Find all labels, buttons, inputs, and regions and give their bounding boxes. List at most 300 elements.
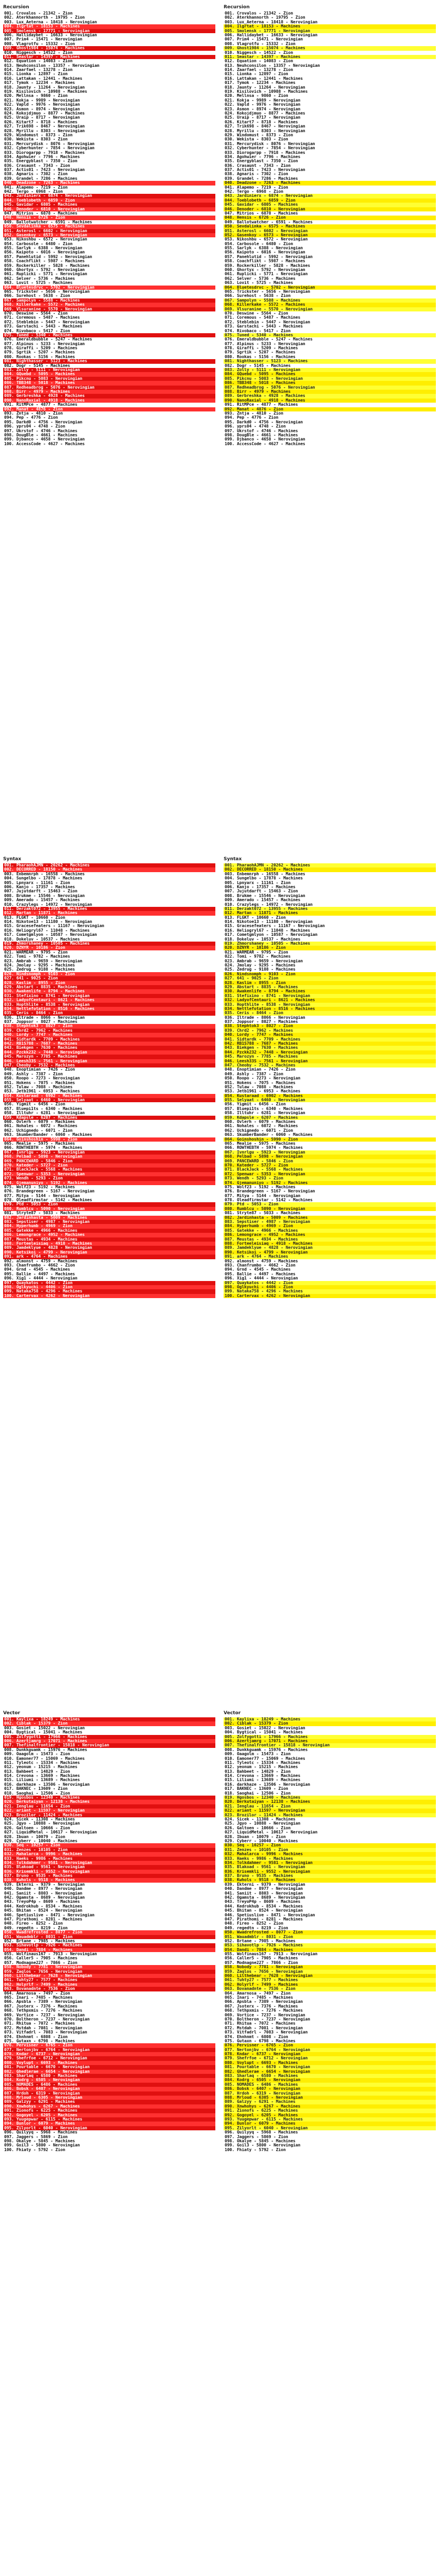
list-item: 015. Liliumi - 13689 - Machines (4, 1778, 80, 1783)
list-item: 056. Kaipoto - 6016 - Nerovingian (4, 250, 85, 255)
list-item: 078. Kndar - 6737 - Nerovingian (224, 2052, 436, 2056)
list-item: 083. Sepstiser - 4987 - Nerovingian (224, 1220, 436, 1224)
list-item: 099. Djbanco - 4658 - Nerovingian (4, 437, 85, 442)
list-item: 091. ark - 4764 - Machines (224, 1255, 436, 1259)
list-item: 007. Prim4 - 15471 - Nerovingian (4, 37, 82, 42)
list-item: 025. Jgyo - 10888 - Nerovingian (4, 1821, 80, 1826)
list-item: 087. Redheadbrog - 5076 - Nerovingian (224, 386, 436, 390)
list-item: 071. Coremous - 5487 - Machines (4, 316, 80, 320)
list-item: 034. Tolkdahmer - 9581 - Nerovingian (224, 1861, 436, 1865)
list-item: 036. Iltrade - 8066 - Nerovingian (225, 1015, 305, 1020)
list-item: 002. Ciblak - 15379 - Zion (3, 1721, 215, 1726)
list-item: 015. Liliumi - 13689 - Machines (225, 1778, 301, 1783)
list-item: 028. Ibuan - 10079 - Zion (225, 1834, 286, 1839)
list-item: 047. Cheoby - 7532 - Machines (3, 1063, 215, 1068)
list-item: 013. Neuhconsilon - 13357 - Nerovingian (4, 63, 99, 68)
list-item: 095. Darkd0 - 4756 - Nerovingian (225, 420, 303, 424)
list-item: 025. Jgyo - 10888 - Nerovingian (225, 1821, 301, 1826)
list-item: 085. Gatekke - 4966 - Machines (224, 1229, 436, 1233)
list-item: 034. Agohwier - 7796 - Machines (225, 154, 301, 159)
list-item: 051. Wauadmblr - 8031 - Zion (224, 1935, 436, 1939)
list-item: 013. FLGKT - 10660 - Zion (4, 915, 65, 920)
list-item: 066. ROWTHEBTH - 5974 - Machines (225, 1146, 303, 1150)
list-item: 067. Ivnrlgu - 5923 - Nerovingian (3, 1150, 215, 1155)
list-item: 083. Sharlaq - 6580 - Machines (224, 2074, 436, 2078)
list-item: 018. Saoghai - 12506 - Zion (4, 1791, 70, 1796)
list-item: 047. Mitrios - 6878 - Machines (225, 211, 298, 216)
list-item: 014. Zaarfael - 13278 - Zion (225, 68, 294, 73)
list-item: 010. Niggesch - 14522 - Zion (4, 50, 73, 55)
list-item: 056. Caller5 - 7905 - Machines (225, 1956, 298, 1961)
list-item: 080. Rookas - 5156 - Machines (225, 354, 296, 359)
list-item: 075. Tuned - 5340 - Machines (3, 333, 215, 337)
list-item: 053. Nikoshbu - 6572 - Nerovingian (225, 237, 308, 242)
list-item: 090. Xnwhohys - 6267 - Machines (3, 2104, 215, 2109)
list-item: 091. Zionofs - 6225 - Machines (224, 2109, 436, 2113)
list-item: 035. Blakoad - 9561 - Nerovingian (224, 1865, 436, 1869)
list-item: 089. Galzyy - 6291 - Machines (3, 2100, 215, 2104)
list-item: 063. Bovanadnte - 7536 - Zion (3, 1987, 215, 1991)
list-item: 094. Bunlor - 6079 - Machines (224, 2122, 436, 2126)
list-item: 012. Equation - 14083 - Zion (4, 59, 73, 64)
list-item: 036. Crasaunt - 7343 - Zion (4, 163, 70, 168)
list-item: 043. Biekgen - 7630 - Machines (224, 1046, 436, 1050)
list-item: 040. Deadzone - 7263 - Machines (3, 181, 215, 185)
list-item: 056. Kaipoto - 6016 - Nerovingian (225, 250, 305, 255)
list-item: 056. Caller5 - 7905 - Machines (4, 1956, 78, 1961)
list-item: 010. Eamoner77 - 15069 - Machines (4, 1756, 85, 1761)
list-item: 063. Lovit - 5725 - Machines (225, 281, 294, 286)
list-item: 028. Kaslim - 8955 - Zion (3, 981, 215, 985)
list-item: 065. Mealie - 5975 - Machines (225, 1142, 296, 1146)
list-item: 010. Niggesch - 14522 - Zion (225, 50, 294, 55)
list-item: 098. Okalye - 5845 - Machines (4, 2139, 75, 2143)
list-item: 027. LiquidMetal - 10617 - Nerovingian (225, 1830, 318, 1835)
list-item: 066. Surehost - 5638 - Zion (4, 294, 70, 298)
list-item: 070. Boltheron - 7237 - Nerovingian (225, 2017, 311, 2022)
list-item: 009. Oaagolm - 15473 - Zion (225, 1752, 291, 1757)
list-item: 086. Bobsk - 6407 - Nerovingian (3, 2087, 215, 2091)
list-item: 079. Sgrtik - 5207 - Machines (4, 350, 75, 355)
ranking-section-vector (224, 1709, 436, 2152)
list-item: 040. Deadzone - 7263 - Machines (224, 181, 436, 185)
list-item: 019. Zhmorshaney - 10505 - Machines (224, 942, 436, 946)
list-item: 075. Wolf23 - 5192 - Machines (225, 1185, 296, 1189)
list-item: 022. Vapld - 9976 - Nerovingian (4, 103, 80, 107)
list-item: 052. Gasenkoy - 6573 - Nerovingian (224, 233, 436, 237)
list-item: 098. Oglkyuchi - 4406 - Zion (3, 1285, 215, 1289)
list-item: 084. Hyperhumb - 4969 - Zion (3, 1224, 215, 1228)
list-item: 023. Ambrab - 9659 - Nerovingian (225, 959, 303, 963)
list-item: 030. Awakenlife - 8794 - Machines (3, 989, 215, 993)
list-item: 015. Lionka - 12897 - Zion (225, 72, 288, 77)
list-item: 014. Crevona - 13669 - Machines (4, 1774, 80, 1778)
list-item: 018. Dokeluv - 10537 - Machines (225, 937, 301, 942)
list-item: 054. Dandi - 7884 - Machines (3, 1948, 215, 1952)
list-item: 093. Yuugepwar - 6115 - Machines (224, 2117, 436, 2122)
list-item: 023. Asmon - 8974 - Nerovingian (4, 107, 80, 111)
list-item: 005. Lpnyarx - 11161 - Zion (225, 880, 291, 885)
list-item: 016. darkhaze - 13506 - Nerovingian (225, 1782, 311, 1787)
list-item: 059. Zaqlos - 7656 - Nerovingian (3, 1970, 215, 1974)
list-item: 025. Uraip - 8717 - Nerovingian (4, 116, 80, 120)
list-item: 052. Tulaw - 7088 - Machines (225, 1085, 294, 1089)
list-item: 073. Vitfadrl - 7083 - Nerovingian (4, 2030, 87, 2035)
list-item: 098. DougBle - 4661 - Machines (225, 433, 298, 437)
list-item: 045. Gavidar - 6805 - Machines (3, 203, 215, 207)
list-item: 004. Ilgrtat - 18153 - Machines (3, 24, 215, 29)
list-item: 090. NanoRaxial - 4918 - Machines (224, 399, 436, 403)
list-item: 052. Brtane - 7985 - Machines (4, 1939, 75, 1943)
list-item: 044. Kedrokhub - 8534 - Machines (4, 1904, 82, 1909)
list-item: 097. Jaggers - 5869 - Zion (225, 2134, 288, 2139)
list-item: 071. Coremous - 5487 - Machines (225, 316, 301, 320)
list-item: 010. Crazylegs - 14972 - Nerovingian (225, 902, 313, 907)
list-item: 019. Zhmorshaney - 10505 - Machines (3, 942, 215, 946)
list-item: 064. Bluetesdrvc - 5702 - Nerovingian (224, 286, 436, 290)
list-item: 023. Brozilor - 11424 - Machines (3, 1813, 215, 1817)
list-item: 018. Jaunty - 11264 - Nerovingian (4, 85, 85, 90)
list-item: 041. Alapemo - 7219 - Zion (225, 185, 288, 190)
list-item: 039. Ekterni - 9379 - Nerovingian (225, 1882, 305, 1887)
list-item: 040. Lordy - 7747 - Machines (3, 1033, 215, 1037)
list-item: 026. Kitart7 - 8718 - Machines (225, 120, 298, 124)
list-item: 054. Dandi - 7884 - Machines (224, 1948, 436, 1952)
list-item: 063. Lovit - 5725 - Machines (4, 281, 73, 286)
list-item: 061. Tuhty27 - 7577 - Machines (3, 1978, 215, 1982)
list-item: 042. Tergo - 6968 - Zion (225, 190, 284, 194)
list-item: 038. Stephtok3 - 8027 - Zion (3, 1024, 215, 1028)
list-item: 011. Seastar - 14397 - Machines (224, 55, 436, 59)
list-item: 079. Shefrfoe - 6712 - Nerovingian (3, 2056, 215, 2060)
list-item: 037. Bruno - 9535 - Machines (3, 1874, 215, 1878)
list-item: 041. Saniit - 8803 - Nerovingian (4, 1891, 82, 1896)
list-item: 049. Ashly - 7387 - Zion (4, 1072, 63, 1076)
list-item: 049. Ballotwatcher - 6591 - Machines (225, 220, 313, 224)
list-item: 012. yeonum - 15215 - Machines (225, 1765, 298, 1770)
list-item: 005. Zolfygotti - 17966 - Machines (224, 1735, 436, 1739)
list-item: 001. Crovalos - 21342 - Zion (4, 11, 73, 16)
list-item: 017. BAKNEC - 13609 - Zion (225, 1787, 288, 1791)
list-item: 001. Crovalos - 21342 - Zion (225, 11, 294, 16)
list-item: 085. NOMADES - 6486 - Machines (3, 2083, 215, 2087)
list-item: 049. Ashly - 7387 - Zion (225, 1072, 284, 1076)
list-item: 033. Diorogarpp - 7918 - Machines (4, 150, 85, 155)
list-item: 014. Zaarfael - 13278 - Zion (4, 68, 73, 73)
list-item: 052. Gasenkoy - 6573 - Nerovingian (3, 233, 215, 237)
list-item: 066. Apsbla - 7389 - Nerovingian (4, 2000, 82, 2004)
list-item: 008. Brukme - 15546 - Nerovingian (4, 893, 85, 898)
list-item: 057. Bluepi1ts - 6340 - Machines (225, 1106, 303, 1111)
list-item: 018. Jaunty - 11264 - Nerovingian (225, 85, 305, 90)
list-item: 022. Tomi - 9782 - Machines (225, 955, 291, 959)
list-item: 076. Pervisner - 6765 - Zion (3, 2043, 215, 2047)
list-item: 088. Mrloud - 6305 - Nerovingian (224, 2096, 436, 2100)
list-item: 019. Kisilovich - 10988 - Machines (225, 90, 308, 94)
list-item: 033. Hopthlite - 8538 - Nerovingian (224, 1003, 436, 1007)
list-item: 025. Uraip - 8717 - Nerovingian (225, 116, 301, 120)
list-item: 077. Alpinus - 5233 - Nerovingian (4, 341, 85, 346)
list-item: 060. Lilthebear - 7628 - Nerovingian (224, 1974, 436, 1978)
list-item: 087. Hrdoh - 6319 - Nerovingian (3, 2091, 215, 2096)
list-item: 079. Shefrfoe - 6712 - Nerovingian (224, 2056, 436, 2060)
list-item: 054. Kustaraad - 6902 - Machines (3, 1094, 215, 1098)
ranking-list (224, 863, 436, 1298)
list-item: 007. Jujutdarft - 15463 - Zion (225, 889, 298, 894)
list-item: 002. DECORRED - 18150 - Machines (3, 867, 215, 872)
list-item: 024. Kokojdjmuo - 8877 - Machines (225, 111, 305, 116)
list-item: 051. Asterosl - 6602 - Nerovingian (3, 229, 215, 233)
list-item: 044. Toeblobeth - 6859 - Zion (3, 198, 215, 203)
list-item: 062. Holyrlf - 7499 - Machines (3, 1983, 215, 1987)
list-item: 095. Ballie - 4497 - Machines (4, 1272, 75, 1276)
list-item: 021. Kokja - 9989 - Nerovingian (225, 98, 301, 103)
list-item: 090. Ketsikoi - 4799 - Nerovingian (224, 1250, 436, 1255)
list-item: 099. Goil3 - 5800 - Nerovingian (225, 2143, 301, 2148)
list-item: 072. Spenwar - 5353 - Nerovingian (224, 1172, 436, 1176)
list-item: 013. Bahbeet - 14829 - Zion (225, 1769, 291, 1774)
list-item: 097. Jaggers - 5869 - Zion (4, 2134, 68, 2139)
list-item: 069. Vlsuranine - 5570 - Nerovingian (224, 307, 436, 311)
list-item: 065. Mealie - 5975 - Machines (4, 1142, 75, 1146)
list-item: 089. Gerbreshka - 4928 - Machines (224, 394, 436, 398)
ranking-section-recursion (3, 3, 215, 446)
list-item: 011. Derzakt072 - 13955 - Machines (3, 907, 215, 911)
list-item: 053. Sihavotlp - 7926 - Machines (3, 1943, 215, 1947)
list-item: 030. Wekista - 8303 - Zion (4, 137, 68, 142)
list-item: 067. Jsoterx - 7376 - Machines (4, 2004, 78, 2009)
list-item: 044. Kedrokhub - 8534 - Machines (225, 1904, 303, 1909)
list-item: 052. Tulaw - 7088 - Machines (4, 1085, 73, 1089)
list-item: 016. Lattakan - 12441 - Machines (225, 76, 303, 81)
list-item: 068. Tethpxmis - 7276 - Machines (225, 2009, 303, 2013)
list-item: 069. Vortice - 7237 - Nerovingian (4, 2013, 85, 2017)
list-item: 031. Stefixino - 8741 - Nerovingian (3, 994, 215, 998)
list-item: 003. Enbemnrph - 16558 - Machines (225, 872, 305, 876)
list-item: 072. Steblebin - 5447 - Nerovingian (4, 320, 90, 324)
list-item: 080. Rumblcu - 5090 - Nerovingian (224, 1207, 436, 1211)
list-item: 023. Brozilor - 11424 - Machines (224, 1813, 436, 1817)
list-item: 074. Gjemanuniyo - 5192 - Machines (3, 1181, 215, 1185)
list-item: 034. Nettlefotation - 8516 - Machines (3, 1007, 215, 1011)
list-item: 017. Tymok - 12234 - Machines (4, 81, 75, 86)
section-title: Vector (224, 1711, 241, 1716)
list-item: 089. Jamdeklyue - 4828 - Nerovingian (3, 1246, 215, 1250)
list-item: 039. Chrd2 - 7962 - Machines (224, 1029, 436, 1033)
list-item: 051. Hokens - 7075 - Machines (225, 1080, 296, 1085)
list-item: 081. Nighthasser - 5123 - Machines (224, 359, 436, 363)
list-item: 030. Awakenlife - 8794 - Machines (224, 989, 436, 993)
list-item: 081. Nighthasser - 5123 - Machines (3, 359, 215, 363)
list-item: 061. Ruplicki - 5771 - Nerovingian (225, 272, 308, 277)
list-item: 063. SkumberBander - 6060 - Machines (225, 1133, 313, 1137)
list-item: 058. Nobody - 7781 - Nerovingian (3, 1965, 215, 1969)
list-item: 032. Mahalarca - 9996 - Machines (224, 1852, 436, 1856)
list-item: 081. Pourtable - 6670 - Nerovingian (224, 2065, 436, 2069)
list-item: 017. Cometgmlyon - 10587 - Nerovingian (4, 933, 97, 937)
list-item: 016. Heliogryl67 - 11048 - Machines (4, 928, 90, 933)
list-item: 083. Sharlaq - 6580 - Machines (3, 2074, 215, 2078)
list-item: 050. Wwadrefrosted - 8077 - Zion (3, 1930, 215, 1934)
list-item: 076. Brandegreen - 5167 - Nerovingian (4, 1189, 95, 1194)
list-item: 024. Sicek - 11308 - Machines (4, 1817, 75, 1821)
list-item: 094. Pep - 4776 - Zion (4, 416, 58, 420)
list-item: 096. Xig1 - 4444 - Nerovingian (4, 1276, 78, 1281)
list-item: 081. Pourtable - 6670 - Nerovingian (3, 2065, 215, 2069)
list-item: 032. Cyberhunter - 7854 - Nerovingian (4, 146, 95, 151)
list-item: 064. Goinshoshin - 5990 - Zion (3, 1137, 215, 1142)
list-item: 087. Meustas - 4934 - Machines (224, 1237, 436, 1242)
list-item: 019. Hgosbos - 12340 - Machines (224, 1796, 436, 1800)
list-item: 042. Ogamsta - 8689 - Nerovingian (225, 1896, 305, 1900)
list-item: 009. Ghost1984 - 15074 - Machines (224, 46, 436, 50)
list-item: 094. Bunlor - 6079 - Machines (3, 2122, 215, 2126)
list-item: 048. Hensis - 6726 - Zion (224, 216, 436, 220)
list-item: 070. Deswine - 5564 - Zion (4, 311, 68, 316)
list-item: 011. Tyleotc - 15334 - Machines (4, 1760, 80, 1765)
list-item: 041. Alapemo - 7219 - Zion (4, 185, 68, 190)
list-item: 086. TBB348 - 5018 - Machines (224, 381, 436, 385)
list-item: 002. Aterkhannorth - 19795 - Zion (225, 16, 305, 20)
list-item: 045. Marozyn - 7785 - Machines (224, 1055, 436, 1059)
list-item: 029. Cyberr - 10040 - Machines (4, 1839, 78, 1843)
list-item: 029. Windomust - 8373 - Zion (225, 133, 294, 137)
list-item: 055. Wolfinaus167 - 7913 - Nerovingian (4, 1952, 97, 1957)
list-item: 020. DZNYR - 10186 - Zion (224, 946, 436, 950)
list-item: 042. RB1S788 - 7687 - Machines (3, 1042, 215, 1046)
list-item: 004. Sungelbo - 17878 - Machines (4, 876, 82, 881)
list-item: 051. Wauadmblr - 8031 - Zion (3, 1935, 215, 1939)
list-item: 026. Galtoen - 10666 - Zion (4, 1826, 70, 1830)
list-item: 045. Marozyn - 7785 - Machines (3, 1055, 215, 1059)
list-item: 068. Tethpxmis - 7276 - Machines (4, 2009, 82, 2013)
list-item: 100. Cartervax - 4262 - Nerovingian (3, 1294, 215, 1298)
list-item: 019. Kisilovich - 10988 - Machines (4, 90, 87, 94)
list-item: 068. Killerkake - 5572 - Machines (3, 303, 215, 307)
list-item: 096. yprs04 - 4748 - Zion (4, 424, 65, 429)
list-item: 055. Wolfinaus167 - 7913 - Nerovingian (225, 1952, 318, 1957)
list-item: 039. Ekterni - 9379 - Nerovingian (4, 1882, 85, 1887)
list-item: 080. Rumblcu - 5090 - Nerovingian (3, 1207, 215, 1211)
list-item: 057. Panehlutid - 5992 - Nerovingian (225, 254, 313, 259)
list-item: 069. PANCEWARD - 5846 - Zion (224, 1159, 436, 1163)
list-item: 062. Selver - 5736 - Machines (4, 276, 75, 281)
list-item: 036. Iltrade - 8066 - Nerovingian (4, 1015, 85, 1020)
list-item: 099. Goil3 - 5800 - Nerovingian (4, 2143, 80, 2148)
list-item: 093. Zntja - 4810 - Zion (4, 411, 63, 416)
list-item: 067. Jsoterx - 7376 - Machines (225, 2004, 298, 2009)
list-item: 046. Denoder - 6810 - Nerovingian (3, 207, 215, 211)
ranking-section-recursion (224, 3, 436, 446)
list-item: 096. Xig1 - 4444 - Nerovingian (225, 1276, 298, 1281)
list-item: 074. Rivobaco - 5417 - Zion (225, 329, 291, 333)
list-item: 092. almonst - 4759 - Machines (225, 1259, 298, 1263)
list-item: 020. Berkutaiyan - 12138 - Machines (3, 1800, 215, 1804)
list-item: 050. Sevdalinka - 6575 - Machines (224, 224, 436, 229)
list-item: 032. LadyofCentauri - 8621 - Machines (224, 998, 436, 1002)
list-item: 091. RitMPce - 4877 - Machines (4, 403, 78, 407)
list-item: 059. Rockerkiller - 5828 - Machines (4, 263, 90, 268)
list-item: 080. Voylupt - 6693 - Machines (3, 2061, 215, 2065)
list-item: 004. Bygtical - 15041 - Machines (4, 1730, 82, 1735)
list-item: 075. Tuned - 5340 - Machines (224, 333, 436, 337)
list-item: 006. Hallidaybet - 16633 - Nerovingian (225, 33, 318, 37)
list-item: 088. Forteeleisiaq - 4918 - Machines (3, 1242, 215, 1246)
list-item: 043. Jardinierx - 6874 - Nerovingian (224, 194, 436, 198)
list-item: 014. Nikotoe13 - 11180 - Nerovingian (4, 920, 92, 924)
list-item: 037. Joppsor - 8027 - Machines (4, 1020, 78, 1024)
list-item: 097. Ukrstof - 4746 - Machines (225, 429, 298, 433)
list-item: 001. PharaohAJMN - 20262 - Machines (3, 863, 215, 867)
list-item: 040. Dandme - 8977 - Nerovingian (4, 1887, 82, 1891)
list-item: 050. Wwadrefrosted - 8077 - Zion (224, 1930, 436, 1934)
list-item: 032. Cyberhunter - 7854 - Nerovingian (225, 146, 315, 151)
list-item: 027. Trik698 - 8467 - Nerovingian (4, 124, 85, 129)
list-item: 095. Ballie - 4497 - Machines (225, 1272, 296, 1276)
list-item: 085. NOMADES - 6486 - Machines (224, 2083, 436, 2087)
list-item: 016. Lattakan - 12441 - Machines (4, 76, 82, 81)
list-item: 060. Ghortyx - 5792 - Nerovingian (225, 268, 305, 273)
list-item: 041. Sidtardk - 7709 - Machines (3, 1037, 215, 1042)
list-item: 069. Vortice - 7237 - Nerovingian (225, 2013, 305, 2017)
list-item: 043. Jardinierx - 6874 - Nerovingian (3, 194, 215, 198)
list-item: 085. Pikcnu - 5083 - Nerovingian (224, 377, 436, 381)
list-item: 047. Cheoby - 7532 - Machines (224, 1063, 436, 1068)
list-item: 074. Ehnhnmt - 6808 - Zion (225, 2034, 288, 2039)
list-item: 021. Kokja - 9989 - Nerovingian (4, 98, 80, 103)
list-item: 058. Illtuhr - 6281 - Nerovingian (225, 1111, 305, 1116)
list-item: 086. Lemongrace - 4952 - Machines (224, 1233, 436, 1237)
list-item: 038. Stephtok3 - 8027 - Zion (224, 1024, 436, 1028)
list-item: 004. Bygtical - 15041 - Machines (225, 1730, 303, 1735)
list-item: 057. Bluepi1ts - 6340 - Machines (4, 1106, 82, 1111)
list-item: 029. Windomust - 8373 - Zion (4, 133, 73, 137)
list-item: 044. Pzckk232 - 7448 - Nerovingian (224, 1050, 436, 1055)
list-item: 005. Smolensk - 17771 - Nerovingian (224, 29, 436, 33)
list-item: 099. Djbanco - 4658 - Nerovingian (225, 437, 305, 442)
list-item: 006. Azertjamrg - 17071 - Machines (224, 1739, 436, 1743)
list-item: 019. Hgosbos - 12340 - Machines (3, 1796, 215, 1800)
list-item: 079. Ptd - 5053 - Zion (3, 1202, 215, 1206)
ranking-section-syntax (3, 855, 215, 1298)
list-item: 100. Cartervax - 4262 - Nerovingian (224, 1294, 436, 1298)
list-item: 033. Diorogarpp - 7918 - Machines (225, 150, 305, 155)
list-item: 037. Bruno - 9535 - Machines (224, 1874, 436, 1878)
list-item: 087. Redheadbrog - 5076 - Nerovingian (3, 386, 215, 390)
list-item: 069. Vlsuranine - 5570 - Nerovingian (3, 307, 215, 311)
list-item: 095. Zilyorlt - 6040 - Nerovingian (224, 2126, 436, 2130)
list-item: 012. Equation - 14083 - Zion (225, 59, 294, 64)
list-item: 057. Panehlutid - 5992 - Nerovingian (4, 254, 92, 259)
list-item: 063. SkumberBander - 6060 - Machines (4, 1133, 92, 1137)
list-item: 100. Fhiaty - 5792 - Zion (4, 2147, 65, 2152)
list-item: 032. LadyofCentauri - 8621 - Machines (3, 998, 215, 1002)
list-item: 001. Kaylixa - 18249 - Machines (3, 1717, 215, 1721)
list-item: 044. Pzckk232 - 7448 - Nerovingian (3, 1050, 215, 1055)
list-item: 009. Amerado - 15457 - Machines (225, 898, 301, 903)
list-item: 059. Kdapsle - 6207 - Machines (3, 1116, 215, 1120)
list-item: 058. Coachflikt - 5987 - Machines (4, 259, 85, 264)
list-item: 027. 641 - 9025 - Zion (3, 976, 215, 980)
list-item: 054. Kustaraad - 6902 - Machines (224, 1094, 436, 1098)
list-item: 046. Denoder - 6810 - Nerovingian (224, 207, 436, 211)
list-item: 026. Nindsnomph - 9103 - Zion (3, 972, 215, 976)
list-item: 016. Heliogryl67 - 11048 - Machines (225, 928, 311, 933)
list-item: 084. GQuebd - 5095 - Machines (3, 372, 215, 376)
list-item: 072. Steblebin - 5447 - Nerovingian (225, 320, 311, 324)
list-item: 005. Lpnyarx - 11161 - Zion (4, 880, 70, 885)
list-item: 064. Goinshoshin - 5990 - Zion (224, 1137, 436, 1142)
